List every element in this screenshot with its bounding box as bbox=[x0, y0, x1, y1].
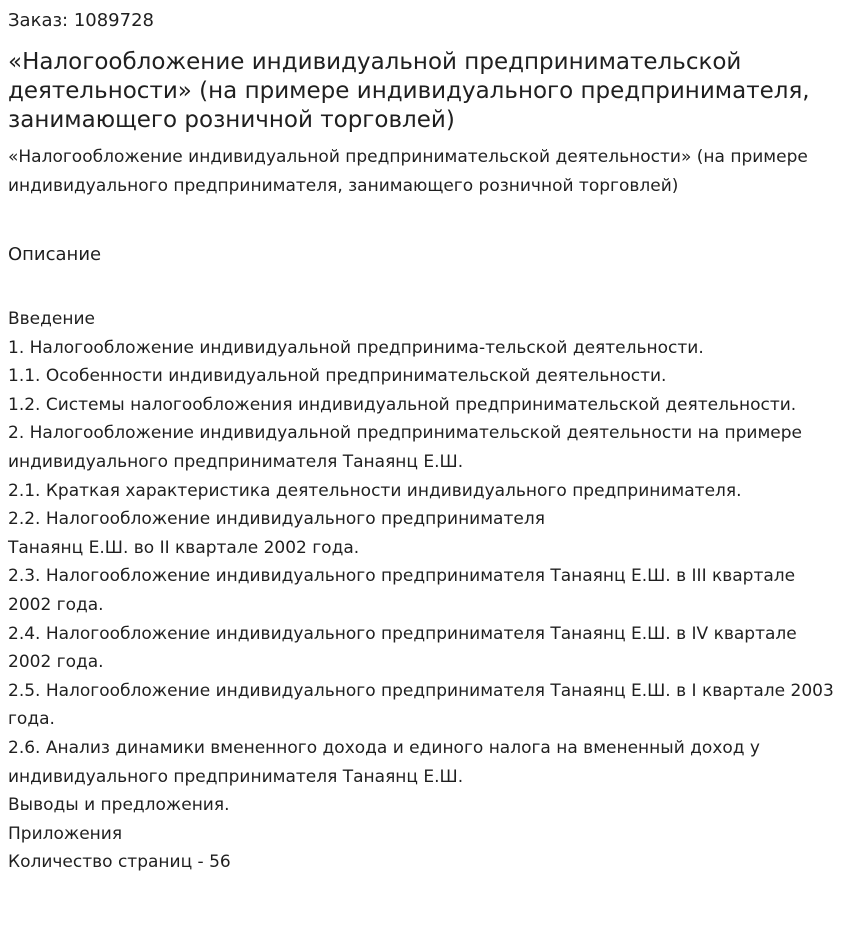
toc-item: 2.4. Налогообложение индивидуального предпринимателя Танаянц Е.Ш. в IV квартале 2002 года. bbox=[8, 623, 797, 673]
order-number: Заказ: 1089728 bbox=[8, 10, 154, 31]
toc-item: Приложения bbox=[8, 823, 123, 844]
page-title: «Налогообложение индивидуальной предпринимательской деятельности» (на примере индивидуального предпринимателя, занимающего розничной торговлей) bbox=[8, 49, 810, 133]
toc-item: 2.5. Налогообложение индивидуального предпринимателя Танаянц Е.Ш. в I квартале 2003 года. bbox=[8, 680, 834, 730]
description-heading: Описание bbox=[8, 244, 102, 265]
toc-item: Выводы и предложения. bbox=[8, 795, 230, 816]
toc-item: 1. Налогообложение индивидуальной предпринима-тельской деятельности. bbox=[8, 337, 704, 358]
table-of-contents bbox=[8, 305, 838, 877]
toc-item: 2. Налогообложение индивидуальной предпринимательской деятельности на примере индивидуального предпринимателя Танаянц Е.Ш. bbox=[8, 423, 803, 472]
toc-item: 1.2. Системы налогообложения индивидуальной предпринимательской деятельности. bbox=[8, 394, 797, 415]
toc-item: Количество страниц - 56 bbox=[8, 852, 231, 873]
toc-item: 2.3. Налогообложение индивидуального предпринимателя Танаянц Е.Ш. в III квартале 2002 года. bbox=[8, 566, 796, 615]
toc-item: Введение bbox=[8, 309, 95, 329]
toc-item: 2.6. Анализ динамики вмененного дохода и единого налога на вмененный доход у индивидуального предпринимателя Танаянц Е.Ш. bbox=[8, 737, 760, 787]
toc-item: 2.2. Налогообложение индивидуального предпринимателя bbox=[8, 509, 545, 530]
toc-item: Танаянц Е.Ш. во II квартале 2002 года. bbox=[8, 537, 360, 558]
page-subtitle: «Налогообложение индивидуальной предпринимательской деятельности» (на примере индивидуального предпринимателя, занимающего розничной торговлей) bbox=[8, 147, 808, 196]
toc-item: 1.1. Особенности индивидуальной предпринимательской деятельности. bbox=[8, 366, 667, 387]
toc-item: 2.1. Краткая характеристика деятельности индивидуального предпринимателя. bbox=[8, 480, 742, 501]
